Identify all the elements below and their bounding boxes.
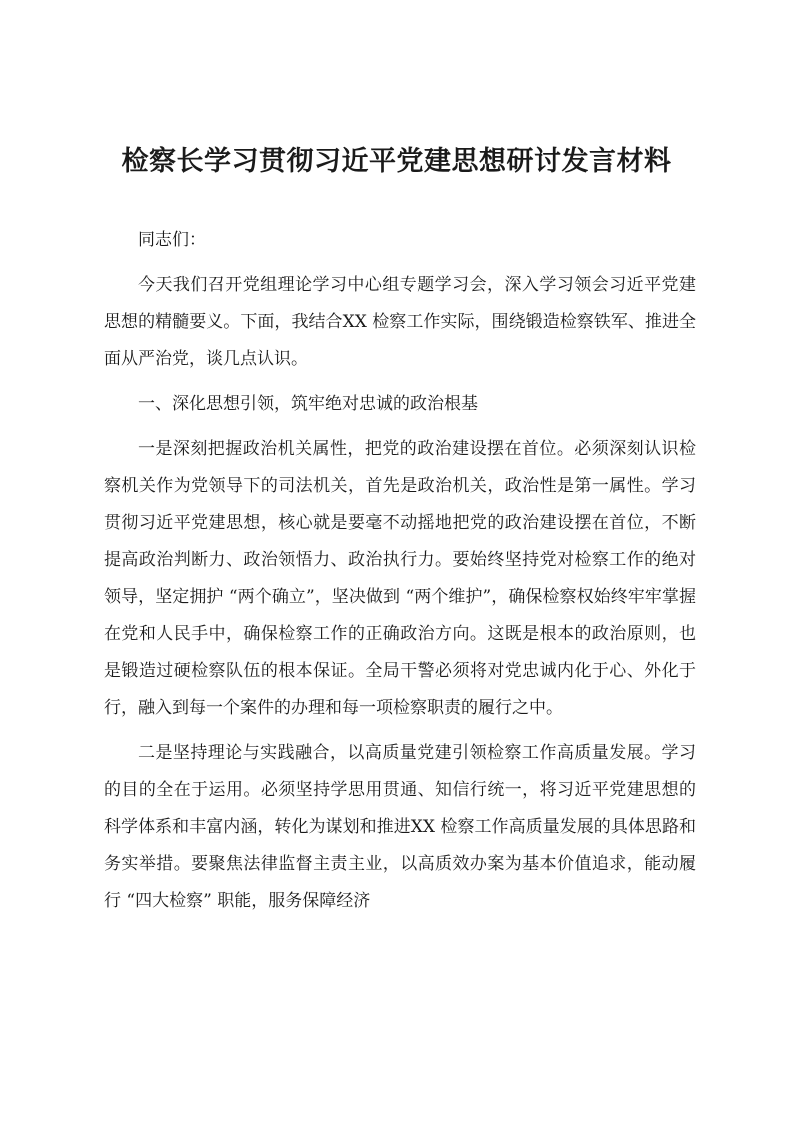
body-paragraph: 一是深刻把握政治机关属性，把党的政治建设摆在首位。必须深刻认识检察机关作为党领导下的司法机关，首先是政治机关，政治性是第一属性。学习贯彻习近平党建思想，核心就是要毫不动摇地把党的政治建设摆在首位，不断提高政治判断力、政治领悟力、政治执行力。要始终坚持党对检察工作的绝对领导，坚定拥护 “两个确立”，坚决做到 “两个维护”，确保检察权始终牢牢掌握在党和人民手中，确保检察工作的正确政治方向。这既是根本的政治原则，也是锻造过硬检察队伍的根本保证。全局干警必须将对党忠诚内化于心、外化于行，融入到每一个案件的办理和每一项检察职责的履行之中。: [104, 439, 696, 718]
body-paragraph: 二是坚持理论与实践融合，以高质量党建引领检察工作高质量发展。学习的目的全在于运用。必须坚持学思用贯通、知信行统一，将习近平党建思想的科学体系和丰富内涵，转化为谋划和推进XX 检察工作高质量发展的具体思路和务实举措。要聚焦法律监督主责主业，以高质效办案为基本价值追求，能动履行 “四大检察” 职能，服务保障经济: [104, 743, 696, 911]
salutation: 同志们：: [138, 230, 206, 250]
document-title: 检察长学习贯彻习近平党建思想研讨发言材料: [121, 146, 672, 177]
section-heading: 一、深化思想引领，筑牢绝对忠诚的政治根基: [138, 394, 478, 414]
document-body: [104, 222, 696, 928]
intro-paragraph: 今天我们召开党组理论学习中心组专题学习会，深入学习领会习近平党建思想的精髓要义。下面，我结合XX 检察工作实际，围绕锻造检察铁军、推进全面从严治党，谈几点认识。: [104, 275, 696, 369]
